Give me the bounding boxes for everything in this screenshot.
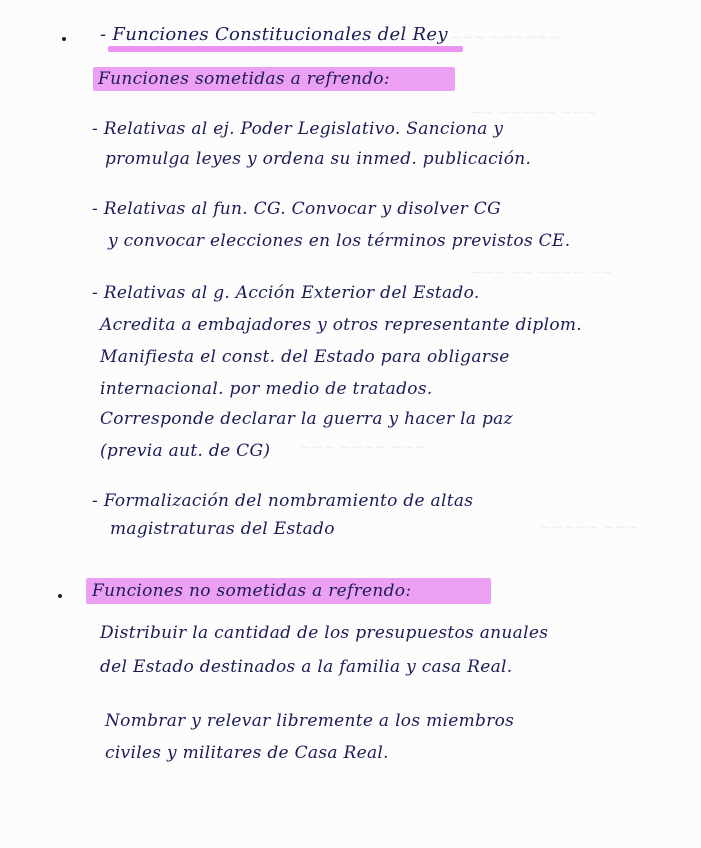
margin-dot bbox=[62, 37, 66, 41]
section2-item2-line2: civiles y militares de Casa Real. bbox=[105, 743, 389, 763]
title-underline bbox=[108, 46, 463, 52]
section1-item4-line2: magistraturas del Estado bbox=[110, 519, 335, 539]
bleed-through-text: ~~ ~~~~~ ~~~ bbox=[470, 105, 597, 121]
section2-item1-line2: del Estado destinados a la familia y casa Real. bbox=[100, 657, 513, 677]
section1-item3-line4: internacional. por medio de tratados. bbox=[100, 379, 433, 399]
section1-item4-line1: - Formalización del nombramiento de altas bbox=[92, 491, 474, 511]
section2-item2-line1: Nombrar y relevar libremente a los miembros bbox=[105, 711, 515, 731]
bleed-through-text: ~~~ ~~ ~~~~ ~~ bbox=[470, 265, 613, 281]
margin-dot bbox=[58, 594, 62, 598]
page-title: - Funciones Constitucionales del Rey bbox=[100, 24, 448, 45]
section1-heading: Funciones sometidas a refrendo: bbox=[98, 69, 390, 89]
section2-item1-line1: Distribuir la cantidad de los presupuestos anuales bbox=[100, 623, 549, 643]
section1-item1-line2: promulga leyes y ordena su inmed. publicación. bbox=[105, 149, 532, 169]
section1-item2-line1: - Relativas al fun. CG. Convocar y disolver CG bbox=[92, 199, 501, 219]
section1-item3-line2: Acredita a embajadores y otros representante diplom. bbox=[100, 315, 583, 335]
bleed-through-text: ~~~ ~~~~ ~~~ bbox=[300, 440, 427, 456]
section1-item3-line1: - Relativas al g. Acción Exterior del Estado. bbox=[92, 283, 480, 303]
section1-item3-line6: (previa aut. de CG) bbox=[100, 441, 271, 461]
section1-item3-line5: Corresponde declarar la guerra y hacer la paz bbox=[100, 409, 513, 429]
section1-item2-line2: y convocar elecciones en los términos previstos CE. bbox=[108, 231, 571, 251]
section2-heading: Funciones no sometidas a refrendo: bbox=[92, 581, 412, 601]
bleed-through-text: ~~~~~ ~~~ bbox=[540, 520, 639, 536]
bleed-through-text: ~~~ ~~~~~~ bbox=[450, 30, 561, 46]
section1-item3-line3: Manifiesta el const. del Estado para obligarse bbox=[100, 347, 510, 367]
section1-item1-line1: - Relativas al ej. Poder Legislativo. Sanciona y bbox=[92, 119, 504, 139]
